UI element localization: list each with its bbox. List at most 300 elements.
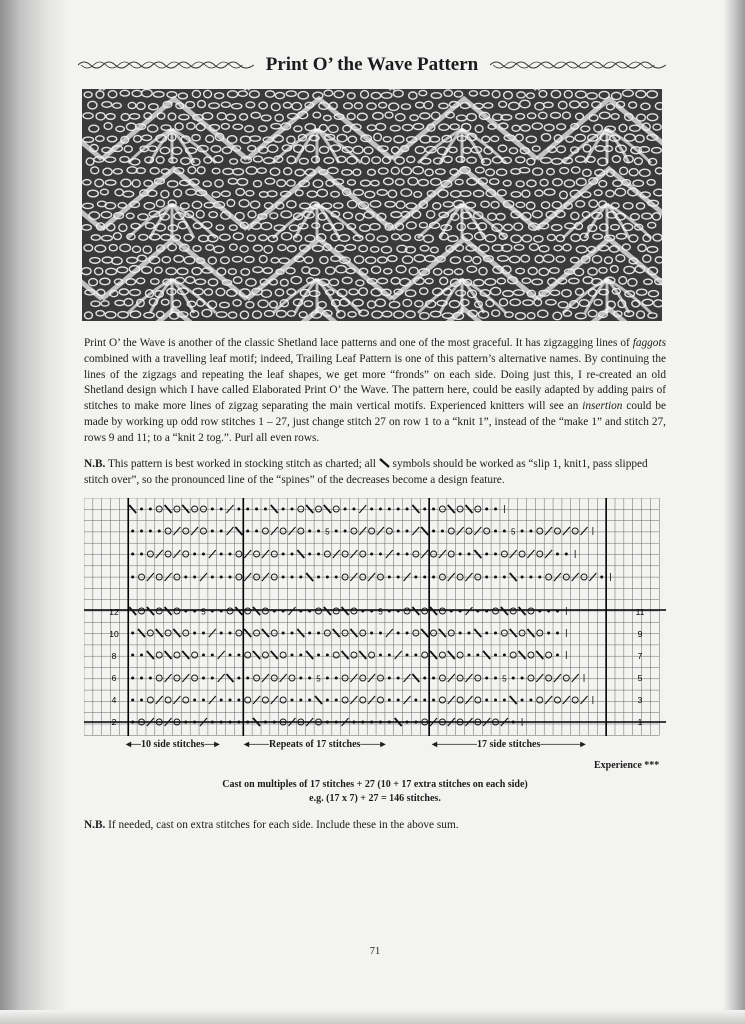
purl-dot — [282, 610, 285, 613]
make-five-symbol: 5 — [316, 674, 321, 684]
purl-dot — [547, 632, 550, 635]
skpo-slash — [536, 651, 543, 659]
skpo-slash — [129, 505, 136, 513]
make-five-symbol: 5 — [502, 674, 507, 684]
purl-dot — [432, 576, 435, 579]
yarn-over-circle — [510, 652, 516, 658]
yarn-over-circle — [413, 630, 419, 636]
purl-dot — [335, 699, 338, 702]
purl-dot — [282, 632, 285, 635]
purl-dot — [556, 610, 559, 613]
k2tog-slash — [262, 550, 269, 558]
purl-dot — [131, 530, 134, 533]
purl-dot — [299, 677, 302, 680]
skpo-slash — [412, 505, 419, 513]
purl-dot — [264, 508, 267, 511]
yarn-over-circle — [147, 630, 153, 636]
make-five-symbol: 5 — [510, 527, 516, 537]
purl-dot — [308, 677, 311, 680]
purl-dot — [406, 721, 409, 724]
yarn-over-circle — [298, 506, 304, 512]
k2tog-slash — [554, 674, 561, 682]
note-label: N.B. — [84, 458, 106, 470]
purl-dot — [494, 576, 497, 579]
purl-dot — [193, 721, 196, 724]
page-bottom-shadow — [0, 1010, 745, 1024]
purl-dot — [432, 677, 435, 680]
skpo-slash — [483, 651, 490, 659]
purl-dot — [308, 632, 311, 635]
yarn-over-circle — [192, 675, 198, 681]
purl-dot — [140, 553, 143, 556]
purl-dot — [397, 677, 400, 680]
yarn-over-circle — [342, 551, 348, 557]
purl-dot — [255, 508, 258, 511]
skpo-slash — [306, 651, 313, 659]
yarn-over-circle — [386, 528, 392, 534]
purl-dot — [229, 699, 232, 702]
yarn-over-circle — [466, 528, 472, 534]
yarn-over-circle — [333, 652, 339, 658]
purl-dot — [131, 699, 134, 702]
purl-dot — [414, 576, 417, 579]
intro-text-2: combined with a travelling leaf motif; indeed, Trailing Leaf Pattern is one of this pattern’s alternative names. By continuing the lines of the zigzags and repeating the leaf shapes, we get more “fronds” on each side. Doing just this, I re-created an old Shetland design which I have called Elaborated Print O’ the Wave. The pattern here, could be easily adapted by adding pairs of stitches to make more lines of zigzag separating the main vertical motifs. Experienced knitters will see an — [84, 352, 666, 413]
right-side-label: 17 side stitches — [477, 739, 541, 750]
purl-dot — [503, 699, 506, 702]
purl-dot — [246, 721, 249, 724]
purl-dot — [432, 508, 435, 511]
purl-dot — [290, 576, 293, 579]
purl-dot — [211, 654, 214, 657]
left-row-number: 10 — [109, 629, 119, 639]
k2tog-slash — [563, 527, 570, 535]
yarn-over-circle — [183, 697, 189, 703]
decrease-symbol-icon — [379, 458, 390, 468]
yarn-over-circle — [377, 697, 383, 703]
purl-dot — [326, 699, 329, 702]
make-five-symbol: 5 — [201, 607, 206, 617]
left-arrow-icon: ◂— — [126, 739, 142, 750]
purl-dot — [379, 654, 382, 657]
left-arrow-icon: ◂———— — [432, 739, 478, 750]
purl-dot — [282, 553, 285, 556]
k2tog-slash — [173, 696, 180, 704]
purl-dot — [220, 576, 223, 579]
yarn-over-circle — [360, 630, 366, 636]
purl-dot — [361, 721, 364, 724]
yarn-over-circle — [457, 652, 463, 658]
purl-dot — [326, 677, 329, 680]
purl-dot — [220, 553, 223, 556]
purl-dot — [220, 610, 223, 613]
yarn-over-circle — [254, 630, 260, 636]
k2tog-slash — [271, 527, 278, 535]
purl-dot — [423, 576, 426, 579]
yarn-over-circle — [262, 652, 268, 658]
purl-dot — [317, 530, 320, 533]
purl-dot — [352, 508, 355, 511]
yarn-over-circle — [501, 551, 507, 557]
purl-dot — [397, 699, 400, 702]
purl-dot — [388, 654, 391, 657]
purl-dot — [308, 699, 311, 702]
skpo-slash — [165, 505, 172, 513]
k2tog-slash — [404, 696, 411, 704]
yarn-over-circle — [174, 506, 180, 512]
yarn-over-circle — [546, 675, 552, 681]
purl-dot — [193, 632, 196, 635]
skpo-slash — [156, 629, 163, 637]
purl-dot — [494, 553, 497, 556]
purl-dot — [512, 721, 515, 724]
k2tog-slash — [377, 527, 384, 535]
k2tog-slash — [191, 527, 198, 535]
k2tog-slash — [421, 550, 428, 558]
purl-dot — [335, 677, 338, 680]
purl-dot — [485, 677, 488, 680]
skpo-slash — [448, 505, 455, 513]
purl-dot — [494, 632, 497, 635]
purl-dot — [370, 508, 373, 511]
purl-dot — [397, 610, 400, 613]
yarn-over-circle — [546, 652, 552, 658]
yarn-over-circle — [351, 528, 357, 534]
skpo-slash — [138, 629, 145, 637]
page-number: 71 — [369, 946, 381, 957]
left-swirl-ornament — [78, 58, 254, 72]
purl-dot — [397, 576, 400, 579]
lace-photo — [82, 89, 662, 321]
k2tog-slash — [218, 674, 225, 682]
chart-symbols — [129, 505, 610, 726]
make-five-symbol: 5 — [325, 527, 330, 537]
k2tog-slash — [448, 696, 455, 704]
k2tog-slash — [359, 527, 366, 535]
intro-paragraph — [84, 336, 666, 447]
purl-dot — [529, 576, 532, 579]
skpo-slash — [235, 527, 242, 535]
purl-dot — [211, 721, 214, 724]
yarn-over-circle — [457, 697, 463, 703]
purl-dot — [140, 677, 143, 680]
purl-dot — [229, 553, 232, 556]
purl-dot — [512, 677, 515, 680]
left-arrow-icon: ◂—— — [244, 739, 270, 750]
purl-dot — [521, 677, 524, 680]
yarn-over-circle — [422, 652, 428, 658]
note-text: If needed, cast on extra stitches for each side. Include these in the above sum. — [105, 819, 459, 831]
purl-dot — [441, 530, 444, 533]
purl-dot — [397, 530, 400, 533]
purl-dot — [317, 576, 320, 579]
skpo-slash — [253, 651, 260, 659]
purl-dot — [211, 576, 214, 579]
purl-dot — [131, 721, 134, 724]
k2tog-slash — [244, 550, 251, 558]
purl-dot — [379, 632, 382, 635]
yarn-over-circle — [554, 697, 560, 703]
yarn-over-circle — [342, 630, 348, 636]
purl-dot — [149, 677, 152, 680]
yarn-over-circle — [360, 551, 366, 557]
yarn-over-circle — [165, 697, 171, 703]
purl-dot — [290, 508, 293, 511]
purl-dot — [255, 530, 258, 533]
purl-dot — [184, 576, 187, 579]
purl-dot — [282, 508, 285, 511]
yarn-over-circle — [448, 630, 454, 636]
k2tog-slash — [439, 550, 446, 558]
purl-dot — [414, 721, 417, 724]
purl-dot — [220, 699, 223, 702]
k2tog-slash — [209, 550, 216, 558]
k2tog-slash — [395, 651, 402, 659]
right-arrow-icon: ——▸ — [360, 739, 386, 750]
yarn-over-circle — [174, 675, 180, 681]
purl-dot — [220, 721, 223, 724]
purl-dot — [211, 530, 214, 533]
yarn-over-circle — [431, 551, 437, 557]
yarn-over-circle — [183, 551, 189, 557]
purl-dot — [211, 677, 214, 680]
purl-dot — [229, 632, 232, 635]
row-number-labels — [109, 607, 644, 727]
purl-dot — [423, 677, 426, 680]
left-row-number: 6 — [111, 673, 117, 683]
k2tog-slash — [563, 696, 570, 704]
purl-dot — [229, 654, 232, 657]
skpo-slash — [182, 651, 189, 659]
yarn-over-circle — [457, 675, 463, 681]
stitch-chart — [84, 498, 666, 741]
purl-dot — [547, 610, 550, 613]
purl-dot — [538, 576, 541, 579]
right-row-number: 5 — [637, 673, 643, 683]
purl-dot — [529, 530, 532, 533]
yarn-over-circle — [271, 630, 277, 636]
purl-dot — [565, 553, 568, 556]
k2tog-slash — [386, 629, 393, 637]
purl-dot — [211, 610, 214, 613]
purl-dot — [503, 530, 506, 533]
k2tog-slash — [448, 674, 455, 682]
side-stitches-left-label — [126, 739, 238, 755]
k2tog-slash — [156, 550, 163, 558]
purl-dot — [246, 530, 249, 533]
purl-dot — [299, 654, 302, 657]
skpo-slash — [430, 651, 437, 659]
skpo-slash — [244, 629, 251, 637]
purl-dot — [237, 654, 240, 657]
k2tog-slash — [350, 674, 357, 682]
purl-dot — [149, 530, 152, 533]
purl-dot — [423, 699, 426, 702]
purl-dot — [299, 699, 302, 702]
k2tog-slash — [173, 550, 180, 558]
yarn-over-circle — [537, 551, 543, 557]
purl-dot — [290, 699, 293, 702]
purl-dot — [237, 721, 240, 724]
purl-dot — [273, 721, 276, 724]
yarn-over-circle — [147, 697, 153, 703]
yarn-over-circle — [475, 697, 481, 703]
yarn-over-circle — [563, 675, 569, 681]
purl-dot — [131, 632, 134, 635]
purl-dot — [246, 508, 249, 511]
purl-dot — [193, 553, 196, 556]
purl-dot — [459, 553, 462, 556]
purl-dot — [202, 677, 205, 680]
yarn-over-circle — [183, 630, 189, 636]
skpo-slash — [421, 527, 428, 535]
purl-dot — [388, 699, 391, 702]
yarn-over-circle — [192, 652, 198, 658]
k2tog-slash — [227, 527, 234, 535]
purl-dot — [432, 530, 435, 533]
cast-on-line-1: Cast on multiples of 17 stitches + 27 (10 + 17 extra stitches on each side) — [222, 779, 528, 790]
purl-dot — [494, 508, 497, 511]
k2tog-slash — [527, 550, 534, 558]
side-stitches-right-label — [432, 739, 622, 755]
yarn-over-circle — [342, 675, 348, 681]
yarn-over-circle — [572, 697, 578, 703]
purl-dot — [237, 699, 240, 702]
purl-dot — [503, 576, 506, 579]
purl-dot — [397, 632, 400, 635]
yarn-over-circle — [324, 551, 330, 557]
purl-dot — [494, 677, 497, 680]
purl-dot — [432, 699, 435, 702]
skpo-slash — [173, 629, 180, 637]
yarn-over-circle — [448, 528, 454, 534]
yarn-over-circle — [316, 506, 322, 512]
purl-dot — [406, 654, 409, 657]
purl-dot — [370, 610, 373, 613]
yarn-over-circle — [457, 506, 463, 512]
k2tog-slash — [209, 696, 216, 704]
skpo-slash — [412, 674, 419, 682]
yarn-over-circle — [439, 652, 445, 658]
k2tog-slash — [581, 527, 588, 535]
purl-dot — [264, 721, 267, 724]
purl-dot — [494, 699, 497, 702]
yarn-over-circle — [245, 652, 251, 658]
purl-dot — [538, 610, 541, 613]
purl-dot — [202, 632, 205, 635]
make-five-symbol: 5 — [378, 607, 383, 617]
skpo-slash — [262, 629, 269, 637]
purl-dot — [335, 530, 338, 533]
skpo-slash — [165, 651, 172, 659]
purl-dot — [379, 553, 382, 556]
purl-dot — [140, 530, 143, 533]
k2tog-slash — [412, 527, 419, 535]
k2tog-slash — [156, 696, 163, 704]
purl-dot — [326, 721, 329, 724]
purl-dot — [273, 610, 276, 613]
yarn-over-circle — [236, 551, 242, 557]
k2tog-slash — [280, 674, 287, 682]
yarn-over-circle — [183, 528, 189, 534]
cast-on-line-2: e.g. (17 x 7) + 27 = 146 stitches. — [309, 793, 441, 804]
left-row-number: 2 — [111, 717, 117, 727]
skpo-slash — [324, 505, 331, 513]
k2tog-slash — [536, 674, 543, 682]
purl-dot — [370, 553, 373, 556]
purl-dot — [476, 610, 479, 613]
purl-dot — [317, 553, 320, 556]
left-row-number: 8 — [111, 651, 117, 661]
page-edge-shadow — [723, 0, 745, 1024]
purl-dot — [131, 654, 134, 657]
purl-dot — [600, 576, 603, 579]
yarn-over-circle — [528, 652, 534, 658]
right-row-number: 3 — [637, 695, 643, 705]
purl-dot — [406, 553, 409, 556]
purl-dot — [388, 721, 391, 724]
purl-dot — [220, 530, 223, 533]
right-row-number: 11 — [635, 607, 645, 617]
intro-text-3: could be made by working up odd row stitches 1 – 27, just change stitch 27 on row 1 to a “knit 1”, instead of the “make 1” and stitch 27, rows 9 and 11; to a “knit 2 tog.”. Purl all even rows. — [84, 400, 666, 444]
k2tog-slash — [404, 674, 411, 682]
purl-dot — [485, 632, 488, 635]
purl-dot — [317, 632, 320, 635]
purl-dot — [423, 508, 426, 511]
cast-on-instructions — [150, 778, 600, 806]
purl-dot — [485, 508, 488, 511]
purl-dot — [211, 508, 214, 511]
purl-dot — [467, 553, 470, 556]
purl-dot — [140, 654, 143, 657]
purl-dot — [397, 508, 400, 511]
yarn-over-circle — [262, 528, 268, 534]
left-row-number: 12 — [109, 607, 119, 617]
yarn-over-circle — [439, 506, 445, 512]
purl-dot — [485, 610, 488, 613]
purl-dot — [467, 632, 470, 635]
purl-dot — [299, 610, 302, 613]
yarn-over-circle — [254, 551, 260, 557]
purl-dot — [361, 610, 364, 613]
skpo-slash — [474, 629, 481, 637]
purl-dot — [290, 553, 293, 556]
purl-dot — [388, 610, 391, 613]
skpo-slash — [182, 505, 189, 513]
purl-dot — [246, 677, 249, 680]
k2tog-slash — [386, 550, 393, 558]
k2tog-slash — [271, 696, 278, 704]
purl-dot — [406, 508, 409, 511]
k2tog-slash — [173, 527, 180, 535]
skpo-slash — [510, 696, 517, 704]
yarn-over-circle — [360, 675, 366, 681]
purl-dot — [299, 576, 302, 579]
skpo-slash — [297, 550, 304, 558]
purl-dot — [406, 632, 409, 635]
yarn-over-circle — [484, 528, 490, 534]
right-row-number: 9 — [637, 629, 643, 639]
purl-dot — [290, 632, 293, 635]
yarn-over-circle — [245, 697, 251, 703]
purl-dot — [370, 632, 373, 635]
k2tog-slash — [510, 550, 517, 558]
skpo-slash — [519, 651, 526, 659]
k2tog-slash — [253, 696, 260, 704]
purl-dot — [193, 576, 196, 579]
yarn-over-circle — [475, 675, 481, 681]
purl-dot — [556, 654, 559, 657]
page-title: Print O’ the Wave Pattern — [265, 54, 479, 75]
